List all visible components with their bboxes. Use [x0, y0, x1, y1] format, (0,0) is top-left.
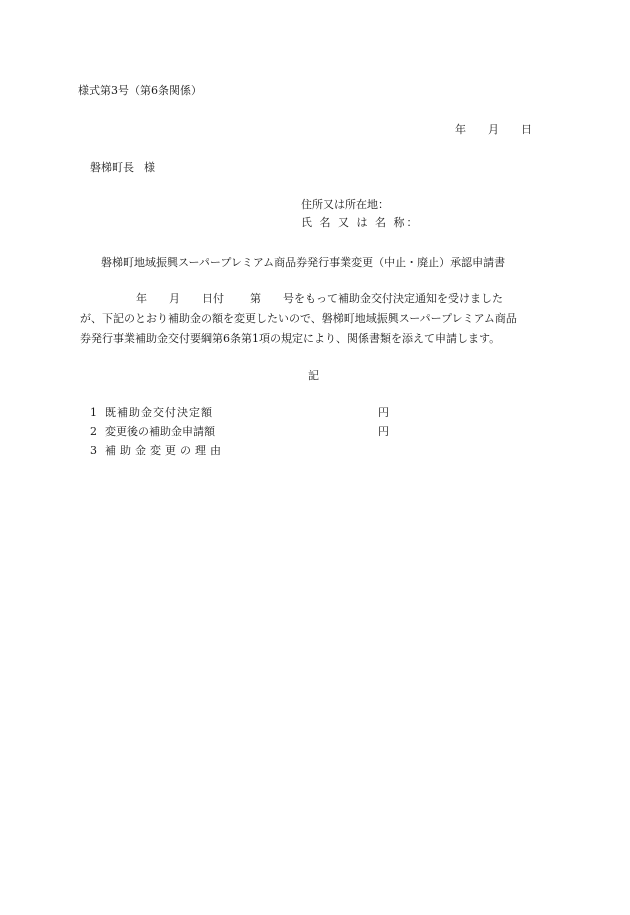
addressee-name: 磐梯町長	[90, 161, 134, 174]
body-line-2: が、下記のとおり補助金の額を変更したいので、磐梯町地域振興スーパープレミアム商品	[80, 312, 517, 325]
ki-heading: 記	[308, 369, 319, 382]
item-label: 変更後の補助金申請額	[105, 425, 215, 438]
item-number: 3	[90, 444, 97, 457]
item-label: 補助金変更の理由	[105, 444, 225, 457]
body-date-suffix: 日付	[202, 292, 224, 305]
body-line-3: 券発行事業補助金交付要綱第6条第1項の規定により、関係書類を添えて申請します。	[80, 332, 501, 345]
list-item	[90, 445, 225, 456]
applicant-address-label: 住所又は所在地：	[301, 198, 389, 211]
applicant-name-label: 氏 名 又 は 名 称：	[301, 216, 420, 229]
addressee	[90, 162, 155, 173]
date-year-label: 年	[455, 123, 466, 136]
item-number: 1	[90, 406, 97, 419]
item-number: 2	[90, 425, 97, 438]
date-line	[455, 124, 532, 135]
body-line-1	[136, 293, 503, 304]
body-year: 年	[136, 292, 147, 305]
body-month: 月	[169, 292, 180, 305]
item-unit: 円	[378, 425, 389, 438]
date-day-label: 日	[521, 123, 532, 136]
body-number-prefix: 第	[250, 292, 261, 305]
list-item	[90, 426, 215, 437]
body-line-1-rest: 号をもって補助金交付決定通知を受けました	[283, 292, 503, 305]
document-title: 磐梯町地域振興スーパープレミアム商品券発行事業変更（中止・廃止）承認申請書	[101, 256, 506, 269]
addressee-honorific: 様	[144, 161, 155, 174]
form-number: 様式第3号（第6条関係）	[78, 84, 202, 97]
date-month-label: 月	[488, 123, 499, 136]
item-unit: 円	[378, 406, 389, 419]
list-item	[90, 407, 213, 418]
item-label: 既補助金交付決定額	[105, 406, 213, 419]
